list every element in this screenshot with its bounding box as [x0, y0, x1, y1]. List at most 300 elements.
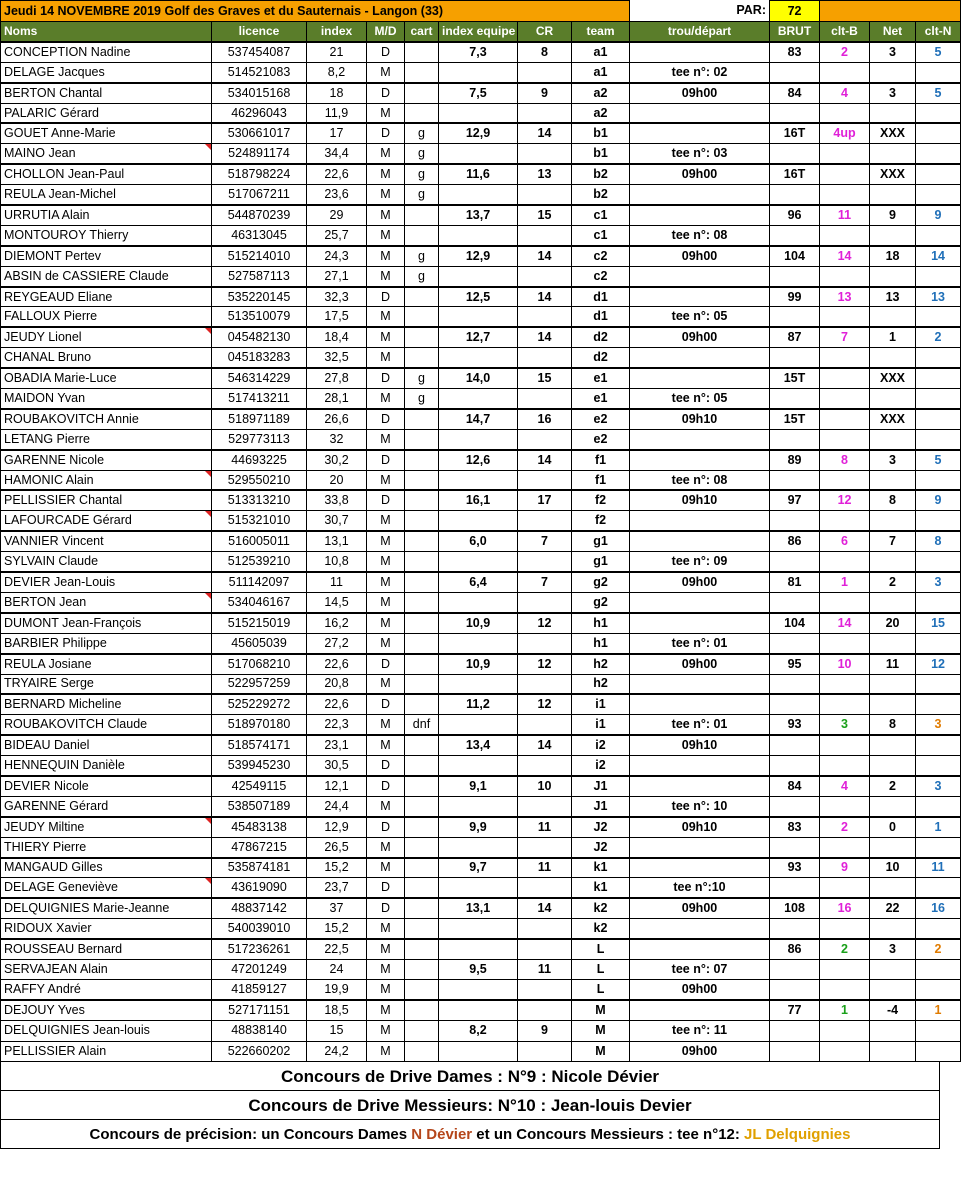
cell-name: REULA Jean-Michel	[1, 185, 212, 205]
cell-net: 20	[870, 613, 916, 633]
table-row	[1, 83, 961, 103]
cell-index-equipe: 6,0	[439, 531, 518, 551]
cell-md: D	[367, 898, 405, 918]
cell-index: 32	[307, 429, 367, 449]
cell-clt-b	[820, 980, 870, 1000]
cell-md: M	[367, 511, 405, 531]
cell-licence: 516005011	[212, 531, 307, 551]
cell-name: VANNIER Vincent	[1, 531, 212, 551]
cell-name: DELQUIGNIES Marie-Jeanne	[1, 898, 212, 918]
cell-licence: 517413211	[212, 389, 307, 409]
cell-licence: 527171151	[212, 1000, 307, 1020]
cell-name: ROUBAKOVITCH Claude	[1, 715, 212, 735]
cell-trou-depart: 09h00	[630, 572, 770, 592]
cell-md: D	[367, 654, 405, 674]
cell-name: TRYAIRE Serge	[1, 674, 212, 694]
cell-trou-depart	[630, 450, 770, 470]
cell-team: a2	[572, 103, 630, 123]
cell-net	[870, 796, 916, 816]
table-row	[1, 694, 961, 714]
cell-md: M	[367, 327, 405, 347]
col-header-index-equipe: index equipe	[439, 22, 518, 42]
cell-index-equipe: 10,9	[439, 613, 518, 633]
precision-mid: et un Concours Messieurs : tee n°12:	[472, 1125, 745, 1143]
cell-index-equipe	[439, 939, 518, 959]
cell-brut	[770, 511, 820, 531]
cell-licence: 47867215	[212, 837, 307, 857]
cell-cart	[405, 878, 439, 898]
cell-net: 18	[870, 246, 916, 266]
cell-index: 32,3	[307, 287, 367, 307]
col-header-cr: CR	[518, 22, 572, 42]
footer	[0, 1062, 940, 1149]
cell-net	[870, 837, 916, 857]
cell-brut	[770, 144, 820, 164]
cell-md: M	[367, 185, 405, 205]
cell-index-equipe	[439, 307, 518, 327]
cell-index-equipe	[439, 633, 518, 653]
cell-clt-b	[820, 266, 870, 286]
table-row	[1, 939, 961, 959]
cell-cr: 14	[518, 898, 572, 918]
cell-cart	[405, 287, 439, 307]
cell-team: M	[572, 1000, 630, 1020]
cell-trou-depart: 09h10	[630, 735, 770, 755]
cell-trou-depart: tee n°: 08	[630, 470, 770, 490]
cell-index: 23,7	[307, 878, 367, 898]
cell-licence: 527587113	[212, 266, 307, 286]
cell-team: d1	[572, 307, 630, 327]
table-row	[1, 225, 961, 245]
cell-index: 22,3	[307, 715, 367, 735]
cell-team: J2	[572, 837, 630, 857]
cell-name: GARENNE Nicole	[1, 450, 212, 470]
cell-licence: 511142097	[212, 572, 307, 592]
cell-team: i2	[572, 735, 630, 755]
cell-trou-depart: tee n°: 03	[630, 144, 770, 164]
cell-index: 32,5	[307, 348, 367, 368]
cell-md: M	[367, 858, 405, 878]
cell-cart	[405, 837, 439, 857]
cell-cart	[405, 327, 439, 347]
cell-index: 26,5	[307, 837, 367, 857]
cell-md: M	[367, 1021, 405, 1041]
cell-index-equipe: 13,1	[439, 898, 518, 918]
cell-team: h2	[572, 674, 630, 694]
cell-team: c1	[572, 225, 630, 245]
cell-trou-depart: tee n°: 01	[630, 715, 770, 735]
cell-clt-b	[820, 796, 870, 816]
cell-clt-b	[820, 164, 870, 184]
table-row	[1, 715, 961, 735]
cell-trou-depart: 09h00	[630, 327, 770, 347]
cell-trou-depart	[630, 756, 770, 776]
cell-cart	[405, 572, 439, 592]
cell-net: 1	[870, 327, 916, 347]
cell-md: D	[367, 409, 405, 429]
cell-name: BERNARD Micheline	[1, 694, 212, 714]
cell-index-equipe: 11,6	[439, 164, 518, 184]
cell-md: D	[367, 42, 405, 62]
cell-cart: g	[405, 266, 439, 286]
cell-trou-depart	[630, 511, 770, 531]
cell-clt-n	[916, 796, 961, 816]
cell-trou-depart	[630, 348, 770, 368]
cell-md: D	[367, 287, 405, 307]
cell-trou-depart	[630, 837, 770, 857]
cell-index-equipe	[439, 225, 518, 245]
cell-licence: 517067211	[212, 185, 307, 205]
cell-md: M	[367, 144, 405, 164]
cell-trou-depart: tee n°: 01	[630, 633, 770, 653]
cell-name: JEUDY Miltine	[1, 817, 212, 837]
cell-net: 8	[870, 490, 916, 510]
cell-brut	[770, 470, 820, 490]
cell-licence: 045482130	[212, 327, 307, 347]
cell-md: M	[367, 164, 405, 184]
cell-brut	[770, 959, 820, 979]
cell-clt-b	[820, 1041, 870, 1061]
cell-licence: 045183283	[212, 348, 307, 368]
cell-net: 11	[870, 654, 916, 674]
cell-licence: 515321010	[212, 511, 307, 531]
table-row	[1, 592, 961, 612]
cell-team: c2	[572, 266, 630, 286]
cell-name: GOUET Anne-Marie	[1, 123, 212, 143]
cell-team: i1	[572, 715, 630, 735]
cell-licence: 518798224	[212, 164, 307, 184]
cell-md: M	[367, 389, 405, 409]
cell-trou-depart: 09h00	[630, 898, 770, 918]
cell-clt-n: 14	[916, 246, 961, 266]
cell-name: BERTON Jean	[1, 592, 212, 612]
cell-name: REULA Josiane	[1, 654, 212, 674]
col-header-clt-n: clt-N	[916, 22, 961, 42]
cell-index: 11	[307, 572, 367, 592]
cell-md: M	[367, 674, 405, 694]
cell-clt-n	[916, 837, 961, 857]
cell-index: 22,6	[307, 164, 367, 184]
cell-brut: 87	[770, 327, 820, 347]
cell-name: BARBIER Philippe	[1, 633, 212, 653]
cell-brut	[770, 185, 820, 205]
cell-index: 13,1	[307, 531, 367, 551]
cell-cr	[518, 429, 572, 449]
cell-net	[870, 980, 916, 1000]
cell-cart	[405, 409, 439, 429]
cell-cart	[405, 674, 439, 694]
cell-cr: 13	[518, 164, 572, 184]
cell-cr: 10	[518, 776, 572, 796]
cell-index-equipe	[439, 429, 518, 449]
cell-cart	[405, 694, 439, 714]
cell-net: 3	[870, 42, 916, 62]
cell-clt-n	[916, 225, 961, 245]
cell-cr	[518, 756, 572, 776]
table-row	[1, 429, 961, 449]
cell-clt-b	[820, 409, 870, 429]
precision-prefix: Concours de précision: un Concours Dames	[89, 1125, 412, 1143]
cell-licence: 535220145	[212, 287, 307, 307]
cell-name: RIDOUX Xavier	[1, 919, 212, 939]
cell-net: 13	[870, 287, 916, 307]
cell-cr	[518, 980, 572, 1000]
cell-clt-b	[820, 511, 870, 531]
cell-trou-depart	[630, 185, 770, 205]
table-row	[1, 980, 961, 1000]
cell-team: g1	[572, 552, 630, 572]
table-row	[1, 450, 961, 470]
cell-clt-b	[820, 429, 870, 449]
cell-cart	[405, 776, 439, 796]
cell-index: 24	[307, 959, 367, 979]
cell-index: 20,8	[307, 674, 367, 694]
precision-line	[0, 1120, 940, 1149]
cell-team: e1	[572, 368, 630, 388]
cell-clt-n: 12	[916, 654, 961, 674]
cell-net: 22	[870, 898, 916, 918]
cell-brut: 104	[770, 613, 820, 633]
cell-team: f2	[572, 490, 630, 510]
cell-cr	[518, 1000, 572, 1020]
table-row	[1, 674, 961, 694]
cell-cr: 8	[518, 42, 572, 62]
cell-clt-b: 16	[820, 898, 870, 918]
table-row	[1, 144, 961, 164]
cell-index: 15,2	[307, 858, 367, 878]
cell-cart	[405, 490, 439, 510]
cell-index: 25,7	[307, 225, 367, 245]
cell-md: D	[367, 756, 405, 776]
cell-net	[870, 1021, 916, 1041]
cell-index-equipe	[439, 511, 518, 531]
col-header-clt-b: clt-B	[820, 22, 870, 42]
cell-trou-depart	[630, 531, 770, 551]
cell-team: k1	[572, 858, 630, 878]
cell-brut: 93	[770, 858, 820, 878]
cell-clt-n	[916, 511, 961, 531]
cell-cart	[405, 103, 439, 123]
cell-clt-b: 12	[820, 490, 870, 510]
cell-licence: 517236261	[212, 939, 307, 959]
cell-brut: 86	[770, 531, 820, 551]
cell-trou-depart	[630, 939, 770, 959]
cell-clt-b	[820, 633, 870, 653]
cell-index: 17,5	[307, 307, 367, 327]
table-row	[1, 42, 961, 62]
cell-index: 15,2	[307, 919, 367, 939]
table-row	[1, 511, 961, 531]
cell-brut	[770, 429, 820, 449]
cell-brut	[770, 756, 820, 776]
cell-brut	[770, 1021, 820, 1041]
cell-index: 27,2	[307, 633, 367, 653]
cell-trou-depart	[630, 42, 770, 62]
cell-md: M	[367, 592, 405, 612]
cell-cr: 14	[518, 450, 572, 470]
cell-index: 26,6	[307, 409, 367, 429]
cell-name: RAFFY André	[1, 980, 212, 1000]
cell-trou-depart	[630, 694, 770, 714]
cell-team: J1	[572, 776, 630, 796]
cell-name: PELLISSIER Chantal	[1, 490, 212, 510]
cell-net: 7	[870, 531, 916, 551]
cell-clt-n: 1	[916, 1000, 961, 1020]
table-row	[1, 1000, 961, 1020]
cell-trou-depart: 09h00	[630, 83, 770, 103]
cell-cart	[405, 511, 439, 531]
cell-team: f1	[572, 450, 630, 470]
cell-clt-b: 2	[820, 939, 870, 959]
cell-licence: 512539210	[212, 552, 307, 572]
cell-team: h1	[572, 633, 630, 653]
table-row	[1, 552, 961, 572]
cell-index: 18	[307, 83, 367, 103]
col-header-brut: BRUT	[770, 22, 820, 42]
cell-licence: 525229272	[212, 694, 307, 714]
cell-index-equipe: 9,1	[439, 776, 518, 796]
cell-clt-b	[820, 694, 870, 714]
cell-clt-b	[820, 1021, 870, 1041]
cell-cart: g	[405, 246, 439, 266]
cell-net	[870, 185, 916, 205]
cell-cr	[518, 939, 572, 959]
cell-net	[870, 225, 916, 245]
cell-clt-n	[916, 185, 961, 205]
cell-md: M	[367, 246, 405, 266]
cell-clt-b	[820, 735, 870, 755]
cell-licence: 535874181	[212, 858, 307, 878]
cell-md: M	[367, 572, 405, 592]
cell-clt-n: 3	[916, 715, 961, 735]
cell-index-equipe	[439, 980, 518, 1000]
cell-net: 3	[870, 450, 916, 470]
cell-name: MAIDON Yvan	[1, 389, 212, 409]
cell-brut	[770, 694, 820, 714]
cell-team: M	[572, 1041, 630, 1061]
cell-net: 8	[870, 715, 916, 735]
cell-team: a2	[572, 83, 630, 103]
cell-clt-n	[916, 878, 961, 898]
cell-team: J1	[572, 796, 630, 816]
cell-cr: 11	[518, 817, 572, 837]
cell-brut: 104	[770, 246, 820, 266]
cell-index-equipe	[439, 592, 518, 612]
cell-trou-depart: 09h00	[630, 980, 770, 1000]
cell-licence: 48838140	[212, 1021, 307, 1041]
cell-index-equipe	[439, 266, 518, 286]
cell-clt-b	[820, 959, 870, 979]
cell-clt-b: 14	[820, 246, 870, 266]
cell-net	[870, 144, 916, 164]
cell-clt-n	[916, 429, 961, 449]
cell-brut	[770, 225, 820, 245]
cell-licence: 517068210	[212, 654, 307, 674]
cell-md: M	[367, 1000, 405, 1020]
cell-net	[870, 511, 916, 531]
cell-clt-n: 2	[916, 327, 961, 347]
cell-md: M	[367, 715, 405, 735]
cell-name: ROUSSEAU Bernard	[1, 939, 212, 959]
cell-net	[870, 735, 916, 755]
cell-cart	[405, 531, 439, 551]
cell-net	[870, 756, 916, 776]
cell-index: 22,6	[307, 654, 367, 674]
cell-cart	[405, 307, 439, 327]
cell-name: DIEMONT Pertev	[1, 246, 212, 266]
col-header-cart: cart	[405, 22, 439, 42]
cell-licence: 46296043	[212, 103, 307, 123]
cell-licence: 42549115	[212, 776, 307, 796]
cell-brut	[770, 837, 820, 857]
cell-name: CHANAL Bruno	[1, 348, 212, 368]
par-label: PAR:	[736, 3, 767, 18]
cell-clt-n	[916, 266, 961, 286]
cell-clt-b	[820, 348, 870, 368]
table-row	[1, 409, 961, 429]
cell-licence: 513510079	[212, 307, 307, 327]
cell-team: g2	[572, 572, 630, 592]
table-row	[1, 307, 961, 327]
cell-cart	[405, 858, 439, 878]
cell-clt-b	[820, 837, 870, 857]
cell-md: M	[367, 531, 405, 551]
cell-index: 22,6	[307, 694, 367, 714]
cell-name: LETANG Pierre	[1, 429, 212, 449]
cell-brut	[770, 735, 820, 755]
cell-name: BIDEAU Daniel	[1, 735, 212, 755]
cell-index: 12,1	[307, 776, 367, 796]
cell-cart	[405, 83, 439, 103]
cell-brut	[770, 796, 820, 816]
cell-brut: 15T	[770, 409, 820, 429]
drive-messieurs-line: Concours de Drive Messieurs: N°10 : Jean-louis Devier	[0, 1091, 940, 1120]
cell-licence: 534015168	[212, 83, 307, 103]
cell-clt-b: 9	[820, 858, 870, 878]
cell-brut	[770, 980, 820, 1000]
cell-md: M	[367, 62, 405, 82]
cell-clt-n	[916, 62, 961, 82]
table-row	[1, 1041, 961, 1061]
cell-cart	[405, 205, 439, 225]
cell-net	[870, 674, 916, 694]
table-row	[1, 613, 961, 633]
table-row	[1, 1021, 961, 1041]
cell-index-equipe: 16,1	[439, 490, 518, 510]
cell-cart	[405, 633, 439, 653]
cell-net	[870, 1041, 916, 1061]
col-header-md: M/D	[367, 22, 405, 42]
cell-brut: 86	[770, 939, 820, 959]
cell-brut	[770, 592, 820, 612]
cell-index-equipe	[439, 756, 518, 776]
cell-clt-n: 11	[916, 858, 961, 878]
cell-clt-n: 1	[916, 817, 961, 837]
cell-index-equipe: 12,9	[439, 123, 518, 143]
table-row	[1, 327, 961, 347]
cell-clt-n	[916, 409, 961, 429]
cell-name: DELQUIGNIES Jean-louis	[1, 1021, 212, 1041]
cell-team: i2	[572, 756, 630, 776]
cell-trou-depart: tee n°: 02	[630, 62, 770, 82]
cell-trou-depart	[630, 287, 770, 307]
cell-net: XXX	[870, 368, 916, 388]
cell-clt-b: 3	[820, 715, 870, 735]
cell-cr	[518, 837, 572, 857]
cell-trou-depart	[630, 123, 770, 143]
cell-licence: 518971189	[212, 409, 307, 429]
title-filler	[820, 1, 961, 22]
